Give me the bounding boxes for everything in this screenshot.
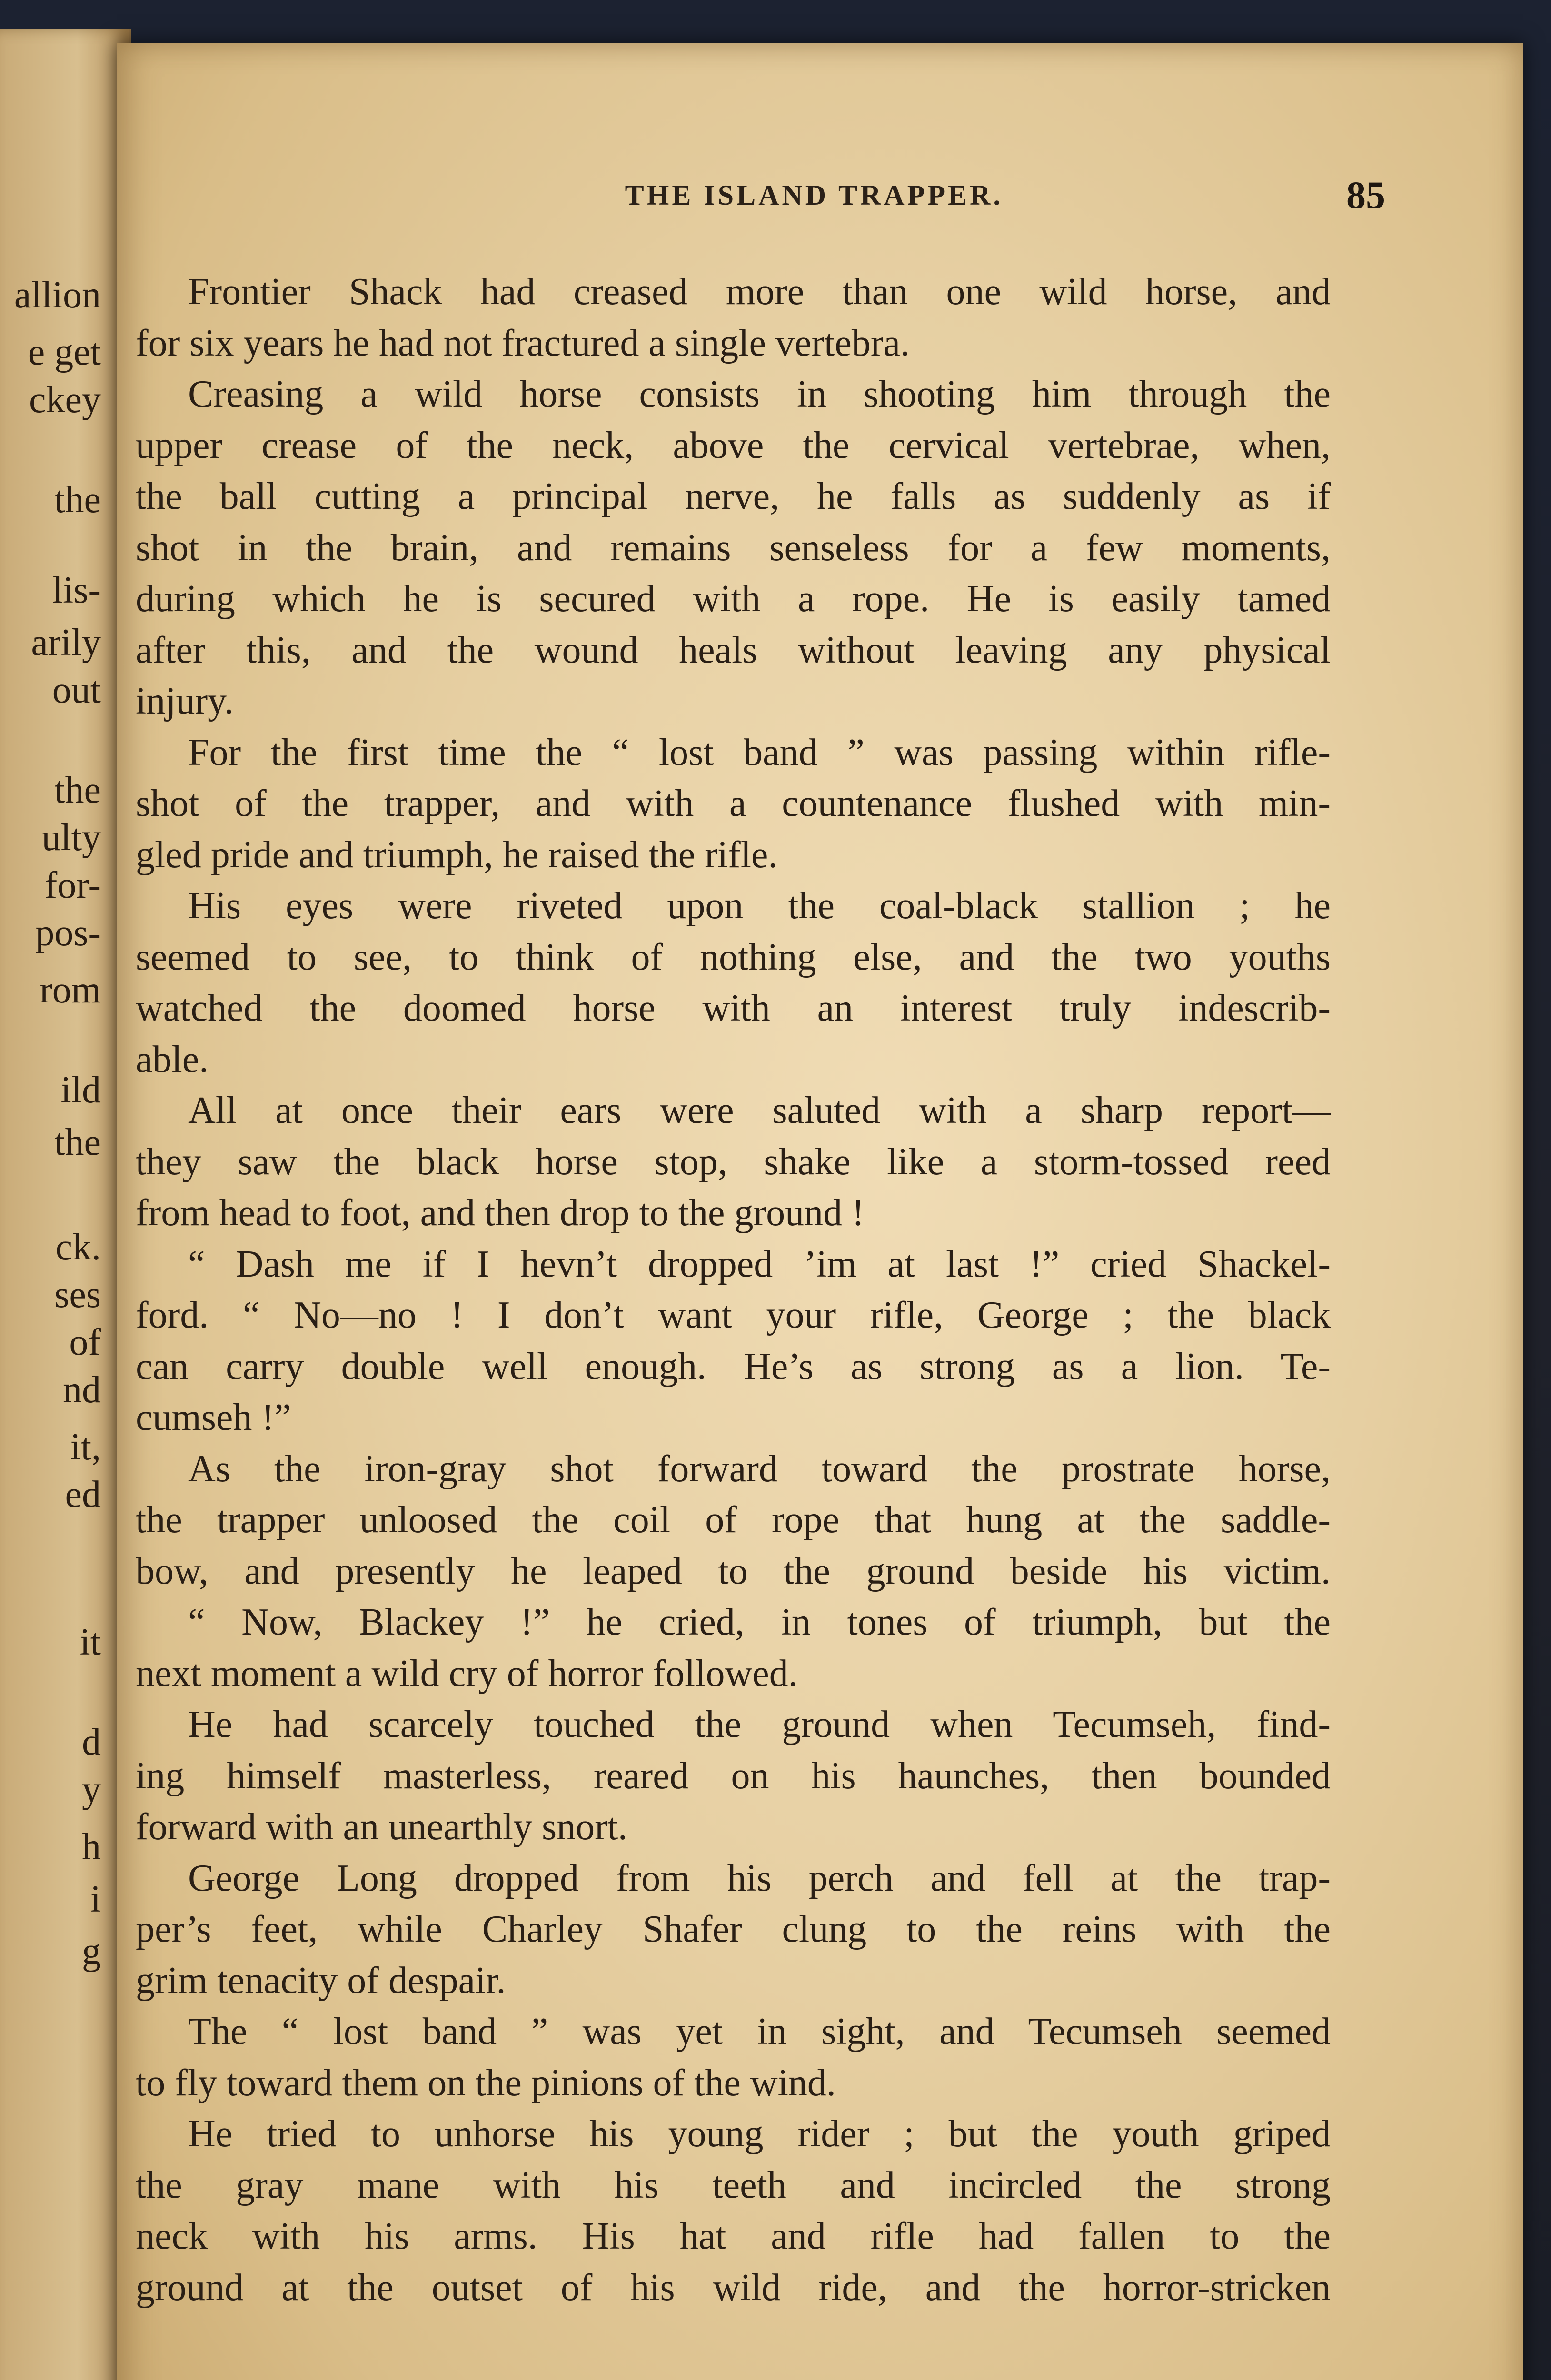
previous-page-fragment: ulty — [41, 817, 101, 859]
text-line: can carry double well enough. He’s as strong as a lion. Te- — [136, 1345, 1331, 1388]
previous-page-fragment: d — [82, 1721, 101, 1763]
text-line: bow, and presently he leaped to the ground beside his victim. — [136, 1550, 1331, 1592]
text-line: they saw the black horse stop, shake like a storm-tossed reed — [136, 1140, 1331, 1183]
text-line: per’s feet, while Charley Shafer clung to the reins with the — [136, 1908, 1331, 1950]
text-line: watched the doomed horse with an interest truly indescrib- — [136, 987, 1331, 1029]
text-line: the ball cutting a principal nerve, he falls as suddenly as if — [136, 476, 1331, 517]
previous-page-fragment: ild — [60, 1069, 101, 1111]
previous-page-fragment: lis- — [52, 569, 101, 611]
text-line: to fly toward them on the pinions of the wind. — [136, 2062, 836, 2104]
previous-page-fragment: allion — [14, 274, 101, 316]
running-head — [117, 171, 1523, 219]
text-line: “ Dash me if I hevn’t dropped ’im at last !” cried Shackel- — [188, 1243, 1331, 1285]
previous-page-fragment: ed — [65, 1474, 101, 1516]
text-line: ford. “ No—no ! I don’t want your rifle, George ; the black — [136, 1294, 1331, 1336]
text-line: As the iron-gray shot forward toward the prostrate horse, — [188, 1448, 1331, 1490]
text-line: For the first time the “ lost band ” was passing within rifle- — [188, 731, 1331, 774]
text-line: Creasing a wild horse consists in shooting him through the — [188, 373, 1331, 415]
page-number: 85 — [1346, 173, 1385, 217]
previous-page-fragment: the — [54, 479, 101, 521]
previous-page-fragment: g — [82, 1931, 101, 1973]
text-line: He tried to unhorse his young rider ; but the youth griped — [188, 2113, 1331, 2155]
book-page — [117, 43, 1523, 2380]
running-head-title: THE ISLAND TRAPPER. — [625, 179, 1004, 211]
text-line: ing himself masterless, reared on his haunches, then bounded — [136, 1755, 1331, 1797]
text-line: upper crease of the neck, above the cervical vertebrae, when, — [136, 424, 1331, 466]
previous-page-fragment: it, — [70, 1426, 101, 1468]
text-line: during which he is secured with a rope. He is easily tamed — [136, 578, 1331, 620]
text-line: shot of the trapper, and with a countenance flushed with min- — [136, 783, 1331, 824]
text-line: He had scarcely touched the ground when Tecumseh, find- — [188, 1704, 1331, 1745]
previous-page-fragment: for- — [44, 864, 101, 906]
text-line: Frontier Shack had creased more than one wild horse, and — [188, 271, 1331, 313]
previous-page-fragment: out — [52, 669, 101, 711]
text-line: shot in the brain, and remains senseless for a few moments, — [136, 526, 1331, 569]
text-line: neck with his arms. His hat and rifle had fallen to the — [136, 2215, 1331, 2257]
previous-page-fragment: of — [69, 1321, 101, 1363]
text-line: from head to foot, and then drop to the ground ! — [136, 1192, 865, 1234]
text-line: gled pride and triumph, he raised the rifle. — [136, 833, 778, 876]
text-line: “ Now, Blackey !” he cried, in tones of triumph, but the — [188, 1601, 1331, 1643]
previous-page-fragment: the — [54, 1121, 101, 1163]
previous-page-fragment: pos- — [35, 912, 101, 954]
text-line: George Long dropped from his perch and fell at the trap- — [188, 1857, 1331, 1899]
previous-page-fragment: it — [80, 1621, 101, 1663]
text-line: All at once their ears were saluted with a sharp report— — [188, 1090, 1331, 1131]
text-line: the trapper unloosed the coil of rope that hung at the saddle- — [136, 1499, 1331, 1541]
previous-page-fragment: i — [90, 1878, 101, 1920]
text-line: His eyes were riveted upon the coal-black stallion ; he — [188, 885, 1331, 927]
previous-page-fragment: rom — [40, 969, 101, 1011]
text-line: after this, and the wound heals without leaving any physical — [136, 629, 1331, 671]
text-line: grim tenacity of despair. — [136, 1959, 506, 2002]
text-line: The “ lost band ” was yet in sight, and Tecumseh seemed — [188, 2011, 1331, 2053]
text-line: cumseh !” — [136, 1397, 291, 1438]
text-line: forward with an unearthly snort. — [136, 1806, 628, 1848]
previous-page-fragment: y — [82, 1769, 101, 1811]
previous-page-fragment: ck. — [55, 1226, 101, 1268]
previous-page-fragment: arily — [31, 622, 101, 664]
text-line: the gray mane with his teeth and incircled the strong — [136, 2164, 1331, 2206]
previous-page-fragment: nd — [63, 1369, 101, 1411]
previous-page-edge — [0, 29, 131, 2380]
text-line: for six years he had not fractured a single vertebra. — [136, 322, 910, 364]
text-line: next moment a wild cry of horror followed. — [136, 1652, 798, 1695]
previous-page-fragment: ckey — [29, 379, 101, 421]
text-line: ground at the outset of his wild ride, and the horror-stricken — [136, 2266, 1331, 2309]
previous-page-fragment: ses — [54, 1274, 101, 1316]
previous-page-fragment: e get — [28, 331, 101, 373]
text-line: seemed to see, to think of nothing else, and the two youths — [136, 936, 1331, 978]
body-text — [136, 267, 1331, 2313]
previous-page-fragment: the — [54, 769, 101, 811]
previous-page-fragment: h — [82, 1826, 101, 1868]
text-line: able. — [136, 1038, 209, 1081]
text-line: injury. — [136, 680, 234, 722]
